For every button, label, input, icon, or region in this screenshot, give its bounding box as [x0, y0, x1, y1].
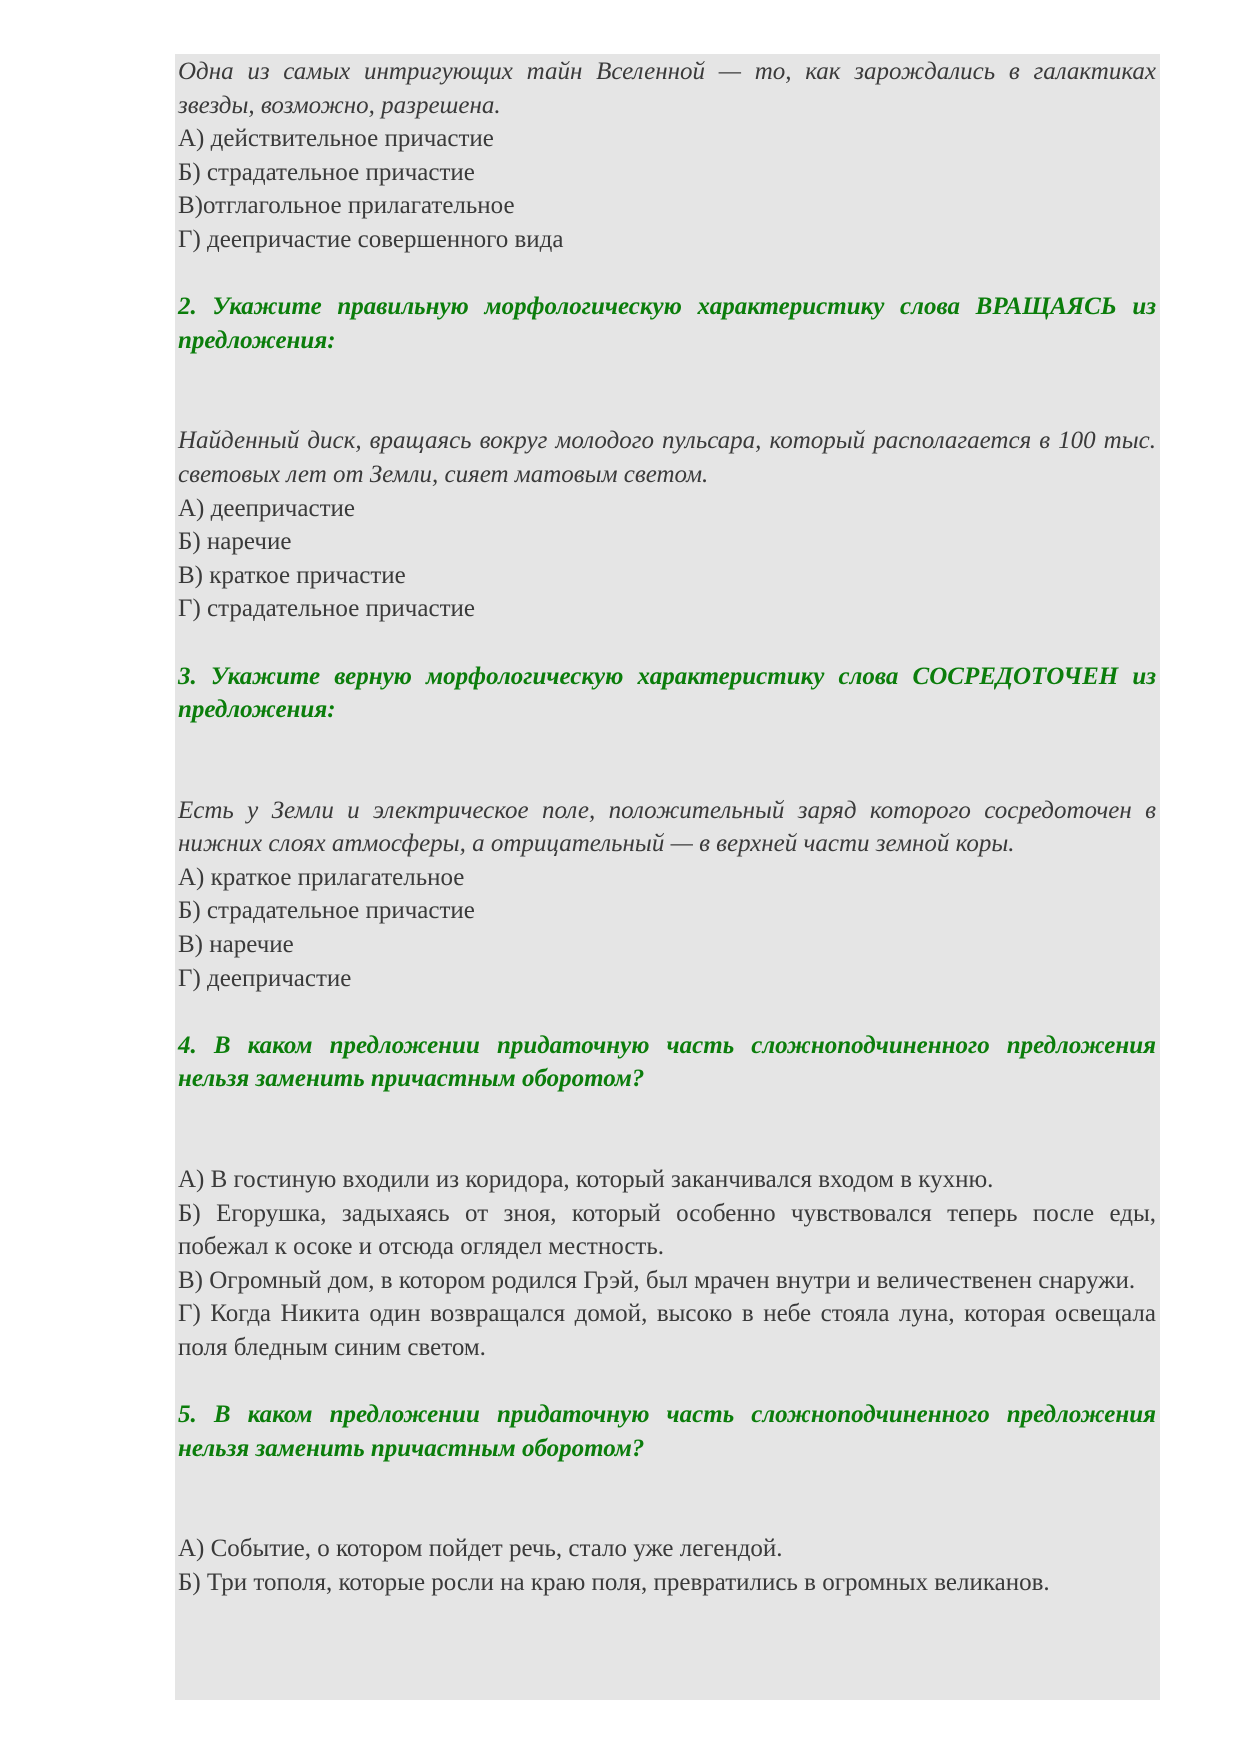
intro-option-d: Г) деепричастие совершенного вида	[178, 225, 564, 253]
question-2-option-b: Б) наречие	[178, 528, 292, 556]
question-2-option-a: А) деепричастие	[178, 494, 355, 522]
question-5-prompt: 5. В каком предложении придаточную часть сложноподчиненного предложения нельзя заменить причастным оборотом?	[178, 1401, 1156, 1462]
intro-option-c: В)отглагольное прилагательное	[178, 192, 515, 220]
question-3-option-a: А) краткое прилагательное	[178, 863, 465, 891]
question-3-option-c: В) наречие	[178, 931, 294, 959]
question-2-sentence: Найденный диск, вращаясь вокруг молодого пульсара, который располагается в 100 тыс. световых лет от Земли, сияет матовым светом.	[178, 427, 1156, 488]
question-3-option-b: Б) страдательное причастие	[178, 897, 475, 925]
question-4-option-c: В) Огромный дом, в котором родился Грэй, был мрачен внутри и величественен снаружи.	[178, 1266, 1136, 1294]
question-5-option-a: А) Событие, о котором пойдет речь, стало уже легендой.	[178, 1535, 783, 1563]
intro-option-b: Б) страдательное причастие	[178, 158, 475, 186]
question-4-option-b: Б) Егорушка, задыхаясь от зноя, который особенно чувствовался теперь после еды, побежал к осоке и отсюда оглядел местность.	[178, 1199, 1156, 1261]
question-2-option-d: Г) страдательное причастие	[178, 595, 475, 623]
question-4-prompt: 4. В каком предложении придаточную часть сложноподчиненного предложения нельзя заменить причастным оборотом?	[178, 1031, 1156, 1093]
intro-option-a: А) действительное причастие	[178, 125, 494, 153]
question-3-prompt: 3. Укажите верную морфологическую характеристику слова СОСРЕДОТОЧЕН из предложения:	[178, 662, 1156, 724]
question-4-option-a: А) В гостиную входили из коридора, который заканчивался входом в кухню.	[178, 1166, 994, 1194]
intro-sentence: Одна из самых интригующих тайн Вселенной — то, как зарождались в галактиках звезды, возможно, разрешена.	[178, 58, 1156, 119]
test-document	[178, 55, 1156, 1600]
question-3-sentence: Есть у Земли и электрическое поле, положительный заряд которого сосредоточен в нижних слоях атмосферы, а отрицательный — в верхней части земной коры.	[178, 796, 1156, 858]
question-5-option-b: Б) Три тополя, которые росли на краю поля, превратились в огромных великанов.	[178, 1568, 1050, 1596]
question-4-option-d: Г) Когда Никита один возвращался домой, высоко в небе стояла луна, которая освещала поля бледным синим светом.	[178, 1300, 1156, 1361]
question-2-prompt: 2. Укажите правильную морфологическую характеристику слова ВРАЩАЯСЬ из предложения:	[178, 293, 1156, 354]
question-3-option-d: Г) деепричастие	[178, 964, 352, 992]
question-2-option-c: В) краткое причастие	[178, 561, 406, 589]
